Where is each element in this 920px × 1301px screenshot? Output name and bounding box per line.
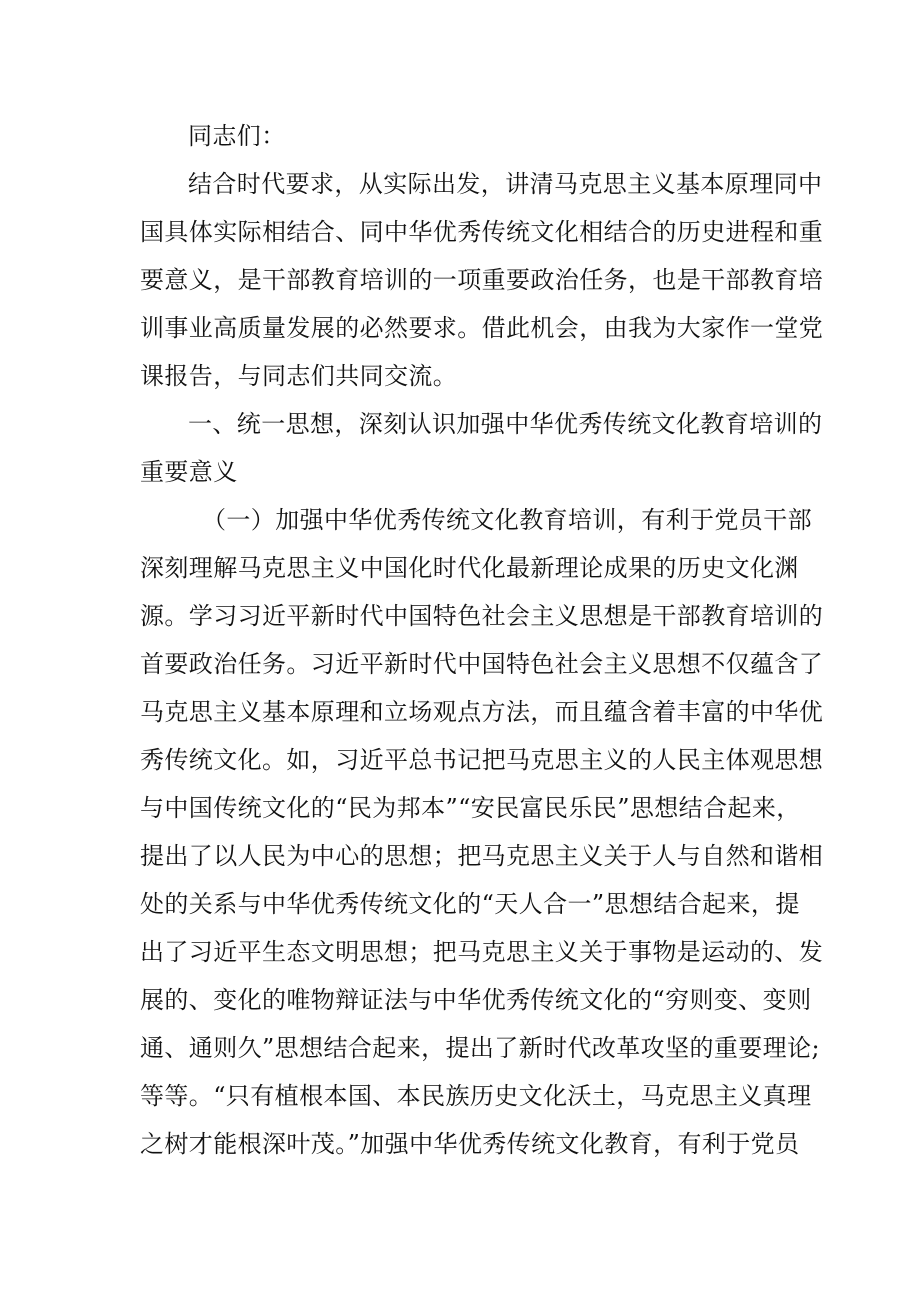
subsection-line: 首要政治任务。习近平新时代中国特色社会主义思想不仅蕴含了 [140,650,824,678]
document-body [140,112,824,1168]
intro-line: 国具体实际相结合、同中华优秀传统文化相结合的历史进程和重 [140,218,824,246]
subsection-line: 处的关系与中华优秀传统文化的“天人合一”思想结合起来，提 [140,890,800,918]
subsection-line: （一）加强中华优秀传统文化教育培训，有利于党员干部 [202,506,812,534]
subsection-line: 之树才能根深叶茂。”加强中华优秀传统文化教育，有利于党员 [140,1130,800,1158]
subsection-line: 秀传统文化。如，习近平总书记把马克思主义的人民主体观思想 [140,746,824,774]
subsection-line: 展的、变化的唯物辩证法与中华优秀传统文化的“穷则变、变则 [140,986,812,1014]
subsection-line: 等等。“只有植根本国、本民族历史文化沃土，马克思主义真理 [140,1082,812,1110]
subsection-line: 与中国传统文化的“民为邦本”“安民富民乐民”思想结合起来， [140,794,801,822]
intro-line: 训事业高质量发展的必然要求。借此机会，由我为大家作一堂党 [140,314,824,342]
section-heading-line: 一、统一思想，深刻认识加强中华优秀传统文化教育培训的 [188,410,823,438]
subsection-line: 提出了以人民为中心的思想；把马克思主义关于人与自然和谐相 [140,842,824,870]
salutation: 同志们： [188,122,286,150]
intro-paragraph [140,160,824,400]
subsection-line: 深刻理解马克思主义中国化时代化最新理论成果的历史文化渊 [140,554,799,582]
section-heading-line: 重要意义 [140,458,238,486]
subsection-line: 出了习近平生态文明思想；把马克思主义关于事物是运动的、发 [140,938,824,966]
subsection-line: 源。学习习近平新时代中国特色社会主义思想是干部教育培训的 [140,602,824,630]
intro-line: 课报告，与同志们共同交流。 [140,362,458,390]
subsection-line: 马克思主义基本原理和立场观点方法，而且蕴含着丰富的中华优 [140,698,824,726]
subsection-line: 通、通则久”思想结合起来，提出了新时代改革攻坚的重要理论; [140,1034,820,1062]
intro-line: 要意义，是干部教育培训的一项重要政治任务，也是干部教育培 [140,266,824,294]
intro-line: 结合时代要求，从实际出发，讲清马克思主义基本原理同中 [188,170,823,198]
section-heading [140,400,823,496]
subsection-paragraph [140,496,824,1168]
